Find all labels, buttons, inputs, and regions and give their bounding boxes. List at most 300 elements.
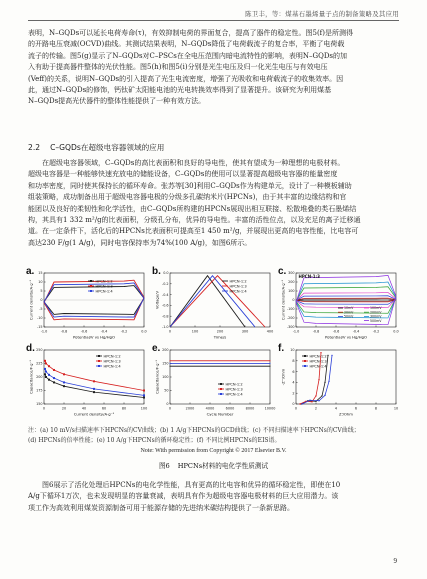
- data-point: [217, 366, 218, 367]
- x-tick-label: -0.2: [372, 329, 380, 334]
- y-tick-label: 10: [38, 280, 43, 285]
- data-point: [238, 360, 239, 361]
- data-point: [195, 360, 196, 361]
- data-point: [247, 360, 248, 361]
- data-point: [182, 363, 183, 364]
- data-point: [199, 363, 200, 364]
- data-point: [215, 363, 216, 364]
- x-tick-label: -1.0: [40, 329, 48, 334]
- data-point: [210, 360, 211, 361]
- data-point: [266, 363, 267, 364]
- data-point: [224, 366, 225, 367]
- data-point: [182, 366, 183, 367]
- x-axis-label: Potential/V vs Hg/HgO: [73, 334, 115, 340]
- data-point: [251, 360, 252, 361]
- data-point: [177, 363, 178, 364]
- x-axis-label: Current density/A·g⁻¹: [73, 411, 115, 417]
- data-point: [226, 366, 227, 367]
- data-point: [214, 366, 215, 367]
- y-tick-label: 100: [162, 375, 169, 380]
- data-point: [53, 381, 55, 383]
- legend-marker: [220, 393, 222, 395]
- data-point: [198, 363, 199, 364]
- data-point: [220, 360, 221, 361]
- data-point: [228, 363, 229, 364]
- data-point: [223, 366, 224, 367]
- y-tick-label: 200: [36, 375, 43, 380]
- data-point: [245, 366, 246, 367]
- data-point: [237, 360, 238, 361]
- y-tick-label: -10: [37, 316, 43, 321]
- data-point: [213, 363, 214, 364]
- data-point: [248, 363, 249, 364]
- x-tick-label: 20: [61, 406, 67, 411]
- data-point: [237, 363, 238, 364]
- data-point: [228, 366, 229, 367]
- text-line: 构，其具有1 332 m²/g的比表面积，分级孔分布，优异的导电性。丰富的活性位点，以及充足的离子迁移通: [28, 216, 361, 225]
- x-tick-label: 0: [168, 329, 172, 334]
- data-point: [328, 381, 329, 382]
- data-point: [242, 366, 243, 367]
- cv-curve-20mV: [296, 298, 396, 302]
- data-point: [217, 360, 218, 361]
- panel-label: e.: [152, 343, 161, 354]
- y-axis-label: Current density/A·g⁻¹: [28, 279, 34, 321]
- data-point: [212, 360, 213, 361]
- data-point: [180, 360, 181, 361]
- figure-number: 图6: [158, 462, 170, 470]
- data-point: [230, 360, 231, 361]
- data-point: [232, 360, 233, 361]
- data-point: [262, 363, 263, 364]
- legend-label: 500mV: [370, 318, 382, 323]
- data-point: [212, 366, 213, 367]
- data-point: [222, 363, 223, 364]
- data-point: [324, 382, 325, 383]
- data-point: [256, 360, 257, 361]
- note-line: 注：(a) 10 mV/s扫描速率下HPCNs的CV曲线；(b) 1 A/g下HPCNs的GCD曲线；(c) 不同扫描速率下HPCNs的CV曲线；: [28, 427, 360, 434]
- x-axis-label: Z'/Ohm: [338, 411, 354, 417]
- x-tick-label: 60: [101, 406, 107, 411]
- legend-label: HPCN-1:4: [309, 364, 327, 369]
- data-point: [186, 363, 187, 364]
- data-point: [173, 363, 174, 364]
- chart-a: [28, 269, 148, 342]
- data-point: [263, 366, 264, 367]
- data-point: [170, 360, 171, 361]
- data-point: [309, 400, 310, 401]
- data-point: [265, 366, 266, 367]
- data-point: [174, 363, 175, 364]
- figure-note: [28, 426, 400, 445]
- data-point: [178, 363, 179, 364]
- data-point: [216, 360, 217, 361]
- data-point: [264, 366, 265, 367]
- data-point: [219, 363, 220, 364]
- plot-frame: [170, 350, 270, 404]
- data-point: [255, 363, 256, 364]
- x-axis-label: Time/s: [213, 334, 227, 340]
- data-point: [229, 360, 230, 361]
- data-point: [257, 366, 258, 367]
- data-point: [245, 363, 246, 364]
- data-point: [230, 366, 231, 367]
- cv-curve-10mV: [296, 299, 396, 301]
- y-tick-label: 8: [292, 359, 295, 363]
- text-line: 入有助于提高器件整体的光伏性能。图5(h)和图5(i)分别是光生电压及归一化光生电压与有效电压: [28, 63, 328, 72]
- data-point: [241, 366, 242, 367]
- data-point: [174, 360, 175, 361]
- data-point: [257, 363, 258, 364]
- x-tick-label: -0.8: [60, 329, 68, 334]
- chart-f: [280, 346, 400, 419]
- y-tick-label: -0.8: [161, 314, 169, 319]
- legend-label: HPCN-1:2: [225, 382, 243, 387]
- y-tick-label: -300: [286, 325, 295, 330]
- data-point: [215, 360, 216, 361]
- legend-label: HPCN-1:2: [309, 354, 327, 359]
- data-point: [234, 360, 235, 361]
- data-point: [185, 363, 186, 364]
- data-point: [190, 366, 191, 367]
- y-tick-label: 0.0: [163, 271, 169, 276]
- data-point: [201, 363, 202, 364]
- y-axis-label: Current density/A·g⁻¹: [280, 279, 286, 321]
- data-point: [233, 360, 234, 361]
- data-point: [269, 363, 270, 364]
- data-point: [221, 360, 222, 361]
- text-line: 的开路电压衰减(OCVD)曲线。其测试结果表明，N–GQDs降低了电荷载流子的复合率，平衡了电荷载: [28, 40, 345, 49]
- data-point: [228, 360, 229, 361]
- data-point: [213, 360, 214, 361]
- text-line: 此，通过N–GQDs的修饰，钙钛矿太阳能电池的光电转换效率得到了显著提升。该研究为利用煤基: [28, 86, 332, 95]
- x-tick-label: 6000: [225, 406, 235, 411]
- y-tick-label: -0.2: [161, 282, 169, 286]
- data-point: [239, 363, 240, 364]
- data-point: [93, 391, 95, 393]
- x-tick-label: -0.8: [312, 329, 320, 334]
- data-point: [214, 360, 215, 361]
- data-point: [261, 363, 262, 364]
- cv-curve-50mV: [296, 296, 396, 305]
- figure-caption: [0, 460, 427, 470]
- x-tick-label: 10000: [264, 406, 276, 411]
- data-point: [299, 403, 300, 404]
- data-point: [242, 360, 243, 361]
- x-tick-label: 2: [314, 406, 318, 411]
- x-tick-label: 2000: [185, 406, 195, 411]
- data-point: [181, 366, 182, 367]
- data-point: [207, 366, 208, 367]
- data-point: [186, 360, 187, 361]
- legend-label: 100mV: [370, 306, 382, 311]
- data-point: [188, 366, 189, 367]
- data-point: [244, 363, 245, 364]
- y-tick-label: 0: [166, 402, 169, 407]
- data-point: [179, 366, 180, 367]
- x-tick-label: 8: [374, 406, 378, 411]
- data-point: [229, 363, 230, 364]
- data-point: [243, 366, 244, 367]
- text-line: 项工作为高效利用煤炭资源制备可用于能源存储的先进纳米碳结构提供了一条新思路。: [28, 503, 294, 512]
- data-point: [196, 366, 197, 367]
- data-point: [179, 363, 180, 364]
- data-point: [208, 360, 209, 361]
- y-tick-label: 225: [36, 361, 43, 366]
- text-line: 流子的传输。图5(g)显示了N–GQDs对C–PSCs在全电压范围内暗电流特性的影响，表明N–GQDs的加: [28, 51, 348, 60]
- data-point: [258, 363, 259, 364]
- data-point: [248, 360, 249, 361]
- data-point: [252, 363, 253, 364]
- y-axis-label: Voltage/V: [154, 290, 160, 310]
- data-point: [93, 380, 95, 382]
- data-point: [267, 363, 268, 364]
- data-point: [264, 363, 265, 364]
- text-line: (Veff)的关系，说明N–GQDs的引入提高了光生电流密度，增强了光吸收和电荷载流子的收集效率。因: [28, 74, 344, 83]
- data-point: [182, 360, 183, 361]
- y-axis-label: -Z''/Ohm: [280, 368, 286, 386]
- y-axis-label: Capacitance/F·g⁻¹: [154, 359, 160, 395]
- data-point: [331, 355, 332, 356]
- data-point: [93, 388, 95, 390]
- data-point: [174, 366, 175, 367]
- data-point: [183, 366, 184, 367]
- data-point: [194, 360, 195, 361]
- data-point: [261, 366, 262, 367]
- data-point: [192, 363, 193, 364]
- data-point: [261, 360, 262, 361]
- chart-b: [154, 269, 274, 342]
- data-point: [238, 363, 239, 364]
- data-point: [257, 360, 258, 361]
- data-point: [45, 371, 47, 373]
- data-point: [266, 360, 267, 361]
- text-line: 高达230 F/g(1 A/g)，同时电容保持率为74%(100 A/g)，如图6所示。: [28, 238, 252, 247]
- data-point: [169, 366, 170, 367]
- data-point: [210, 363, 211, 364]
- legend-label: HPCN-1:3: [229, 284, 247, 289]
- data-point: [260, 366, 261, 367]
- y-tick-label: 150: [36, 402, 43, 407]
- data-point: [245, 360, 246, 361]
- data-point: [268, 363, 269, 364]
- data-point: [243, 360, 244, 361]
- legend-marker: [304, 365, 306, 367]
- y-tick-label: 200: [162, 348, 169, 353]
- x-tick-label: 100: [191, 329, 199, 334]
- legend-label: HPCN-1:3: [225, 387, 243, 392]
- data-point: [254, 366, 255, 367]
- x-tick-label: 40: [81, 406, 87, 411]
- text-line: A/g下循环1万次，也未发现明显的容量衰减，表明具有作为超级电容器电极材料的巨大应用潜力。该: [28, 492, 339, 501]
- data-point: [44, 360, 46, 362]
- data-point: [301, 403, 302, 404]
- data-point: [200, 360, 201, 361]
- legend-marker: [98, 360, 100, 362]
- data-point: [176, 360, 177, 361]
- data-point: [253, 363, 254, 364]
- data-point: [214, 363, 215, 364]
- data-point: [190, 363, 191, 364]
- data-point: [197, 363, 198, 364]
- x-tick-label: 400: [266, 329, 274, 334]
- data-point: [221, 363, 222, 364]
- section-heading: [28, 142, 164, 153]
- data-point: [63, 373, 65, 375]
- data-point: [265, 360, 266, 361]
- text-line: 道。在一定条件下，活化后的HPCNs比表面积可提高至1 450 m²/g，并展现出更高的电容性能，比电容可: [28, 227, 359, 236]
- panel-c: [278, 266, 400, 342]
- data-point: [186, 366, 187, 367]
- y-tick-label: 100: [288, 289, 295, 294]
- chart-c: [280, 269, 400, 342]
- x-tick-label: 0: [294, 406, 298, 411]
- data-point: [170, 366, 171, 367]
- data-point: [143, 394, 145, 396]
- data-point: [184, 363, 185, 364]
- data-point: [216, 366, 217, 367]
- data-point: [269, 366, 270, 367]
- x-tick-label: 0.0: [393, 329, 399, 334]
- data-point: [169, 363, 170, 364]
- data-point: [236, 366, 237, 367]
- data-point: [179, 360, 180, 361]
- data-point: [196, 363, 197, 364]
- data-point: [248, 366, 249, 367]
- data-point: [189, 366, 190, 367]
- data-point: [203, 360, 204, 361]
- data-point: [231, 360, 232, 361]
- data-point: [208, 366, 209, 367]
- text-line: N–GQDs提高光伏器件的整体性能提供了一种有效方法。: [28, 97, 206, 106]
- data-point: [240, 366, 241, 367]
- data-point: [45, 363, 47, 365]
- x-tick-label: 300: [241, 329, 249, 334]
- y-tick-label: 15: [38, 271, 43, 276]
- data-point: [204, 360, 205, 361]
- data-point: [231, 366, 232, 367]
- data-point: [247, 363, 248, 364]
- data-point: [244, 360, 245, 361]
- y-axis-label: Capacitance/F·g⁻¹: [28, 359, 34, 395]
- text-line: 在超级电容器领域，C–GQDs的高比表面积和良好的导电性，使其有望成为一种理想的电极材料。: [42, 159, 345, 167]
- page-number: 9: [393, 557, 397, 565]
- data-point: [251, 363, 252, 364]
- data-point: [225, 363, 226, 364]
- data-point: [253, 366, 254, 367]
- data-point: [318, 400, 319, 401]
- data-point: [205, 366, 206, 367]
- data-point: [221, 366, 222, 367]
- data-point: [194, 366, 195, 367]
- data-point: [197, 360, 198, 361]
- legend-marker: [90, 285, 92, 287]
- data-point: [260, 363, 261, 364]
- data-point: [185, 360, 186, 361]
- text-line: 组装策略，成功制备出用于超级电容器电极的分级多孔碳纳米片(HPCNs)，由于其丰富的边缘结构和官: [28, 193, 347, 202]
- data-point: [327, 355, 328, 356]
- data-point: [206, 363, 207, 364]
- data-point: [255, 366, 256, 367]
- data-point: [200, 363, 201, 364]
- data-point: [246, 363, 247, 364]
- x-tick-label: -0.6: [332, 329, 340, 334]
- data-point: [213, 366, 214, 367]
- data-point: [195, 363, 196, 364]
- data-point: [202, 366, 203, 367]
- data-point: [178, 360, 179, 361]
- y-tick-label: 5: [40, 289, 43, 294]
- figure-title: HPCNs材料的电化学性质测试: [177, 462, 269, 470]
- y-tick-label: 0: [292, 298, 295, 303]
- x-tick-label: 0.0: [141, 329, 147, 334]
- data-point: [252, 366, 253, 367]
- data-point: [250, 363, 251, 364]
- legend-marker: [98, 365, 100, 367]
- data-point: [218, 363, 219, 364]
- data-point: [254, 360, 255, 361]
- data-point: [178, 366, 179, 367]
- y-tick-label: -5: [39, 307, 43, 312]
- data-point: [246, 360, 247, 361]
- panel-f: [278, 343, 400, 419]
- legend-marker: [90, 280, 92, 282]
- data-point: [209, 363, 210, 364]
- data-point: [203, 366, 204, 367]
- data-point: [209, 366, 210, 367]
- data-point: [234, 363, 235, 364]
- legend-label: HPCN-1:3: [309, 359, 327, 364]
- text-line: 和功率密度，同时使其保持长的循环寿命。张苏等[30]利用C–GQDs作为构建单元，设计了一种模板辅助: [28, 181, 352, 190]
- data-point: [189, 360, 190, 361]
- data-point: [225, 366, 226, 367]
- data-point: [238, 366, 239, 367]
- data-point: [219, 360, 220, 361]
- x-tick-label: 0: [42, 406, 46, 411]
- data-point: [170, 363, 171, 364]
- legend-label: HPCN-1:2: [229, 279, 247, 284]
- panel-label: d.: [26, 343, 35, 354]
- data-point: [235, 366, 236, 367]
- legend-label: 200mV: [370, 310, 382, 315]
- data-point: [233, 363, 234, 364]
- y-tick-label: -100: [286, 307, 295, 312]
- data-point: [184, 366, 185, 367]
- data-point: [263, 363, 264, 364]
- data-point: [176, 366, 177, 367]
- data-point: [172, 360, 173, 361]
- data-point: [53, 377, 55, 379]
- data-point: [193, 360, 194, 361]
- paragraph-bottom: [28, 480, 400, 514]
- x-tick-label: 200: [216, 329, 224, 334]
- data-point: [219, 366, 220, 367]
- data-point: [53, 369, 55, 371]
- data-point: [188, 360, 189, 361]
- text-line: 图6展示了活化处理后HPCNs的电化学性能，具有更高的比电容和优异的循环稳定性，即使在10: [42, 481, 341, 489]
- data-point: [171, 363, 172, 364]
- panel-label: a.: [26, 266, 35, 277]
- data-point: [241, 363, 242, 364]
- data-point: [175, 366, 176, 367]
- paragraph-top: [28, 28, 400, 108]
- figure-6: [26, 266, 400, 420]
- data-point: [171, 366, 172, 367]
- y-tick-label: -15: [37, 325, 43, 330]
- data-point: [204, 363, 205, 364]
- data-point: [173, 366, 174, 367]
- data-point: [205, 360, 206, 361]
